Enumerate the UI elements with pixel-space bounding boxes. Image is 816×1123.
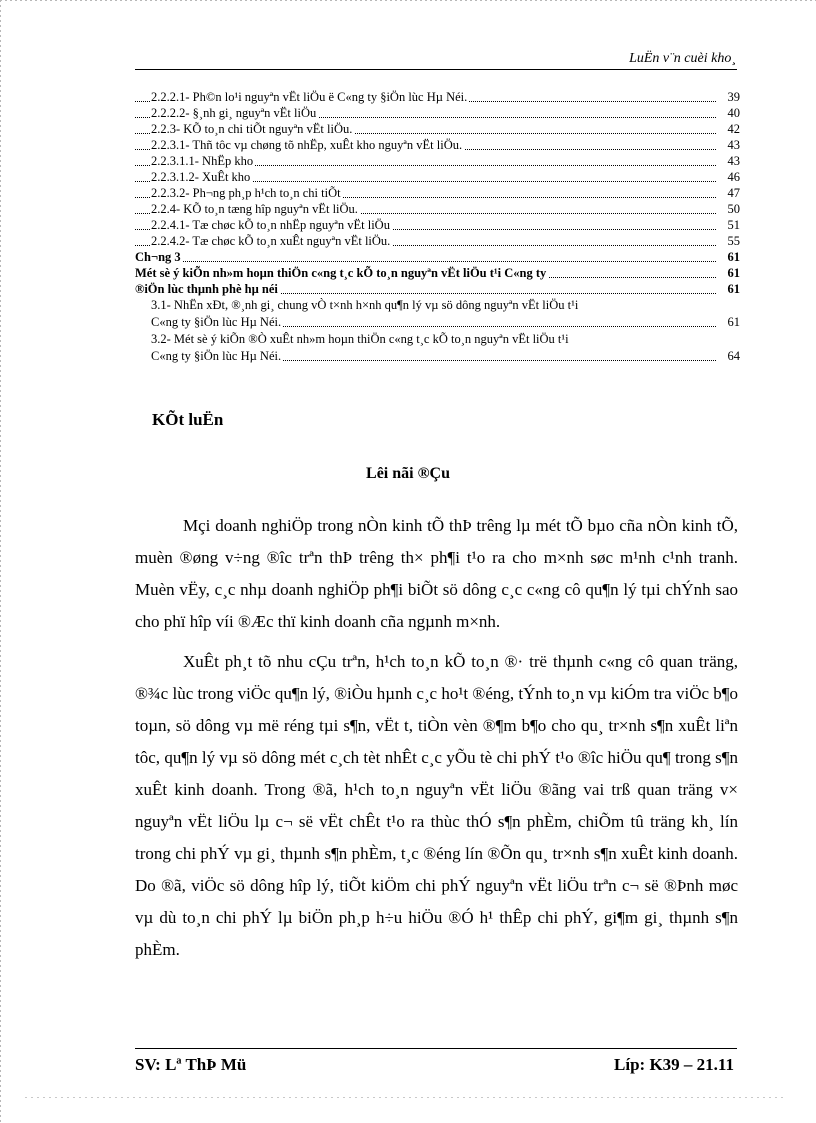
toc-entry-title: 3.1- NhËn xÐt, ®¸nh gi¸ chung vÒ t×nh h×nh qu¶n lý vµ sö dông nguyªn vËt liÖu t¹i bbox=[151, 298, 579, 312]
paragraph: Mçi doanh nghiÖp trong nÒn kinh tÕ thÞ trêng lµ mét tÕ bµo cña nÒn kinh tÕ, muèn ®øng v÷ng ®îc trªn thÞ trêng th× ph¶i t¹o ra cho m×nh søc m¹nh c¹nh tranh. Muèn vËy, c¸c nhµ doanh nghiÖp ph¶i biÕt sö dông c¸c c«ng cô qu¶n lý tµi chÝnh sao cho phï hîp víi ®Æc thï kinh doanh cña ngµnh m×nh. bbox=[135, 516, 738, 631]
toc-entry-page: 42 bbox=[727, 122, 740, 136]
toc-entry-page: 64 bbox=[727, 349, 740, 363]
toc-entry-title-cont: C«ng ty §iÖn lùc Hµ Néi. bbox=[151, 349, 282, 363]
toc-entry-page: 47 bbox=[727, 186, 740, 200]
toc-entry-page: 61 bbox=[727, 282, 740, 296]
toc-entry-page: 40 bbox=[727, 106, 740, 120]
toc-entry-title: 2.2.3.2- Ph¬ng ph¸p h¹ch to¸n chi tiÕt bbox=[151, 186, 341, 200]
toc-entry-page: 55 bbox=[727, 234, 740, 248]
toc-chapter-entry[interactable] bbox=[135, 281, 740, 297]
table-of-contents bbox=[135, 89, 740, 365]
page-border-top bbox=[0, 0, 816, 1]
toc-entry-title: 2.2.3.1- Thñ tôc vµ chøng tõ nhËp, xuÊt kho nguyªn vËt liÖu. bbox=[151, 138, 463, 152]
toc-entry[interactable] bbox=[135, 105, 740, 121]
footer-student-name: SV: Lª ThÞ Mü bbox=[135, 1055, 247, 1074]
toc-entry-page: 46 bbox=[727, 170, 740, 184]
toc-entry-page: 61 bbox=[727, 266, 740, 280]
toc-entry-title: 2.2.3- KÕ to¸n chi tiÕt nguyªn vËt liÖu. bbox=[151, 122, 353, 136]
toc-entry[interactable] bbox=[135, 331, 740, 365]
toc-entry-page: 61 bbox=[727, 315, 740, 329]
footer-class: Líp: K39 – 21.11 bbox=[614, 1055, 734, 1074]
page-border-left bbox=[0, 0, 1, 1123]
toc-entry-title: 3.2- Mét sè ý kiÕn ®Ò xuÊt nh»m hoµn thiÖn c«ng t¸c kÕ to¸n nguyªn vËt liÖu t¹i bbox=[151, 332, 569, 346]
footer-rule bbox=[135, 1048, 737, 1049]
toc-entry-title: 2.2.2.1- Ph©n lo¹i nguyªn vËt liÖu ë C«ng ty §iÖn lùc Hµ Néi. bbox=[151, 90, 468, 104]
toc-entry[interactable] bbox=[135, 121, 740, 137]
page-border-bottom bbox=[25, 1097, 785, 1098]
toc-entry[interactable] bbox=[135, 89, 740, 105]
header-rule bbox=[135, 69, 737, 70]
toc-chapter-entry[interactable] bbox=[135, 265, 740, 281]
toc-entry[interactable] bbox=[135, 233, 740, 249]
toc-entry-page: 43 bbox=[727, 138, 740, 152]
toc-entry-page: 61 bbox=[727, 250, 740, 264]
toc-entry[interactable] bbox=[135, 297, 740, 331]
toc-entry[interactable] bbox=[135, 185, 740, 201]
toc-entry-title: 2.2.3.1.2- XuÊt kho bbox=[151, 170, 251, 184]
toc-entry-page: 51 bbox=[727, 218, 740, 232]
toc-entry[interactable] bbox=[135, 169, 740, 185]
toc-entry-page: 50 bbox=[727, 202, 740, 216]
toc-entry-page: 43 bbox=[727, 154, 740, 168]
toc-entry-title: ®iÖn lùc thµnh phè hµ néi bbox=[135, 282, 278, 296]
toc-entry-page: 39 bbox=[727, 90, 740, 104]
toc-entry[interactable] bbox=[135, 217, 740, 233]
toc-entry-title-cont: C«ng ty §iÖn lùc Hµ Néi. bbox=[151, 315, 282, 329]
toc-entry-title: Ch¬ng 3 bbox=[135, 250, 181, 264]
toc-entry[interactable] bbox=[135, 153, 740, 169]
toc-entry-title: Mét sè ý kiÕn nh»m hoµn thiÖn c«ng t¸c kÕ to¸n nguyªn vËt liÖu t¹i C«ng ty bbox=[135, 266, 547, 280]
paragraph: XuÊt ph¸t tõ nhu cÇu trªn, h¹ch to¸n kÕ to¸n ®· trë thµnh c«ng cô quan träng, ®¾c lùc trong viÖc qu¶n lý, ®iÒu hµnh c¸c ho¹t ®éng, tÝnh to¸n vµ kiÓm tra viÖc b¶o toµn, sö dông vµ më réng tµi s¶n, vËt t, tiÒn vèn ®¶m b¶o cho qu¸ tr×nh s¶n xuÊt liªn tôc, qu¶n lý vµ sö dông mét c¸ch tèt nhÊt c¸c yÕu tè chi phÝ t¹o ®îc hiÖu qu¶ trong s¶n xuÊt kinh doanh. Trong ®ã, h¹ch to¸n nguyªn vËt liÖu ®ãng vai trß quan träng v× nguyªn vËt liÖu lµ c¬ së vËt chÊt t¹o ra thùc thÓ s¶n phÈm, chiÕm tû träng kh¸ lín trong chi phÝ vµ gi¸ thµnh s¶n phÈm, t¸c ®éng lín ®Õn qu¸ tr×nh s¶n xuÊt kinh doanh. Do ®ã, viÖc sö dông hîp lý, tiÕt kiÖm chi phÝ nguyªn vËt liÖu trªn c¬ së ®Þnh møc vµ dù to¸n chi phÝ lµ biÖn ph¸p h÷u hiÖu ®Ó h¹ thÊp chi phÝ, gi¶m gi¸ thµnh s¶n phÈm. bbox=[135, 652, 738, 959]
toc-entry-title: 2.2.4- KÕ to¸n tæng hîp nguyªn vËt liÖu. bbox=[151, 202, 358, 216]
preface-title: Lêi nãi ®Çu bbox=[366, 465, 450, 482]
toc-conclusion-heading: KÕt luËn bbox=[152, 410, 224, 429]
toc-entry-title: 2.2.3.1.1- NhËp kho bbox=[151, 154, 254, 168]
toc-entry-title: 2.2.4.1- Tæ chøc kÕ to¸n nhËp nguyªn vËt liÖu bbox=[151, 218, 390, 232]
toc-entry-title: 2.2.2.2- §¸nh gi¸ nguyªn vËt liÖu bbox=[151, 106, 317, 120]
toc-entry[interactable] bbox=[135, 137, 740, 153]
toc-chapter-entry[interactable] bbox=[135, 249, 740, 265]
toc-entry-title: 2.2.4.2- Tæ chøc kÕ to¸n xuÊt nguyªn vËt liÖu. bbox=[151, 234, 391, 248]
running-header-title: LuËn v¨n cuèi kho¸ bbox=[629, 51, 736, 66]
preface-body bbox=[135, 510, 738, 974]
toc-entry[interactable] bbox=[135, 201, 740, 217]
